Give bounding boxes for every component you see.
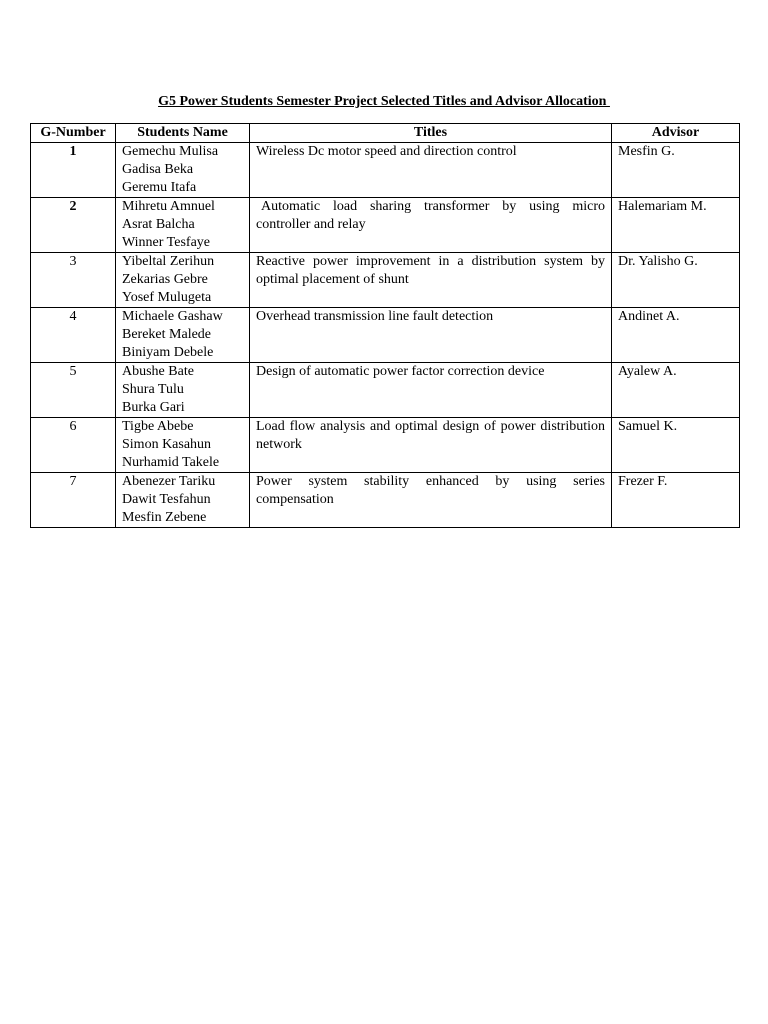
header-gnumber: G-Number	[31, 124, 116, 143]
student-name: Bereket Malede	[122, 327, 212, 342]
project-title: Power system stability enhanced by using series compensation	[250, 473, 612, 528]
student-name: Tigbe Abebe	[122, 419, 194, 434]
student-name: Asrat Balcha	[122, 217, 195, 232]
table-row	[31, 143, 740, 198]
project-title: Reactive power improvement in a distribution system by optimal placement of shunt	[250, 253, 612, 308]
table-row	[31, 198, 740, 253]
students-cell	[116, 308, 250, 363]
group-number: 3	[31, 253, 116, 308]
students-cell	[116, 198, 250, 253]
header-students-name: Students Name	[116, 124, 250, 143]
group-number: 4	[31, 308, 116, 363]
student-name: Geremu Itafa	[122, 180, 197, 195]
student-name: Shura Tulu	[122, 382, 184, 397]
table-row	[31, 418, 740, 473]
students-cell	[116, 473, 250, 528]
students-cell	[116, 253, 250, 308]
group-number: 7	[31, 473, 116, 528]
advisor-name: Dr. Yalisho G.	[612, 253, 740, 308]
student-name: Gadisa Beka	[122, 162, 194, 177]
table-row	[31, 253, 740, 308]
student-name: Abenezer Tariku	[122, 474, 216, 489]
group-number: 5	[31, 363, 116, 418]
student-name: Zekarias Gebre	[122, 272, 208, 287]
advisor-name: Samuel K.	[612, 418, 740, 473]
student-name: Mihretu Amnuel	[122, 199, 215, 214]
student-name: Dawit Tesfahun	[122, 492, 211, 507]
table-row	[31, 308, 740, 363]
project-title: Design of automatic power factor correction device	[250, 363, 612, 418]
student-name: Winner Tesfaye	[122, 235, 210, 250]
student-name: Mesfin Zebene	[122, 510, 207, 525]
student-name: Michaele Gashaw	[122, 309, 223, 324]
advisor-name: Halemariam M.	[612, 198, 740, 253]
students-cell	[116, 143, 250, 198]
header-advisor: Advisor	[612, 124, 740, 143]
advisor-name: Andinet A.	[612, 308, 740, 363]
student-name: Nurhamid Takele	[122, 455, 220, 470]
table-row	[31, 473, 740, 528]
group-number: 1	[31, 143, 116, 198]
student-name: Burka Gari	[122, 400, 185, 415]
student-name: Simon Kasahun	[122, 437, 212, 452]
students-cell	[116, 418, 250, 473]
group-number: 6	[31, 418, 116, 473]
header-titles: Titles	[250, 124, 612, 143]
advisor-name: Frezer F.	[612, 473, 740, 528]
document-title: G5 Power Students Semester Project Selected Titles and Advisor Allocation	[158, 94, 610, 109]
student-name: Gemechu Mulisa	[122, 144, 219, 159]
allocation-table	[30, 123, 740, 528]
student-name: Yibeltal Zerihun	[122, 254, 215, 269]
table-header-row	[31, 124, 740, 143]
students-cell	[116, 363, 250, 418]
advisor-name: Ayalew A.	[612, 363, 740, 418]
student-name: Yosef Mulugeta	[122, 290, 212, 305]
project-title: Automatic load sharing transformer by using micro controller and relay	[250, 198, 612, 253]
project-title: Load flow analysis and optimal design of power distribution network	[250, 418, 612, 473]
table-row	[31, 363, 740, 418]
advisor-name: Mesfin G.	[612, 143, 740, 198]
project-title: Overhead transmission line fault detection	[250, 308, 612, 363]
student-name: Biniyam Debele	[122, 345, 214, 360]
group-number: 2	[31, 198, 116, 253]
project-title: Wireless Dc motor speed and direction control	[250, 143, 612, 198]
student-name: Abushe Bate	[122, 364, 194, 379]
